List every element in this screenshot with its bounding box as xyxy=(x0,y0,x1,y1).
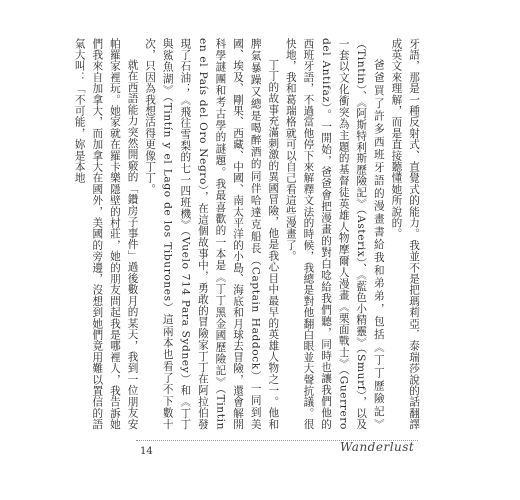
paragraph-4: 就在西語能力突然開竅的「鑽房子事件」過後數月的某天，我到一位朋友安帕羅家裡玩。她家就在羅卡樂隱壁的村莊，她的朋友問起我是哪裡人，我告訴她們我來自加拿大，而加拿大在國外，美國的旁邊，沒想到她們竟用難以置信的語氣大叫：「不可能，妳是本地 xyxy=(73,38,139,430)
paragraph-1: 牙語，那是一種反射式、直覺式的能力。我並不是把瑪莉亞．泰瑞莎說的話翻譯成英文來理解，而是直接聽懂她所說的。 xyxy=(390,38,420,430)
paragraph-3: 丁丁的故事充滿刺激的異國冒險，他是我心目中最早的英雄人物之一。他和脾氣暴躁又總是喝醉酒的同伴哈達克船長（Captain Haddock）一同到美國、埃及、剛果、西藏、中國、南太平洋的小島、海底和月球去冒險，還會解開科學謎團和考古學的謎題。我最喜歡的一本是《丁丁黑金國歷險記》（Tintin en el País del Oro Negro），在這個故事中，勇敢的冒險家丁丁在阿拉伯發現了石油；《飛往雪梨的七一四班機》（Vuelo 714 Para Sydney）和《丁丁與鯊魚湖》（Tintín y el Lago de los Tiburones）這兩本也看了不下數十次，只因為我想活得更像丁丁。 xyxy=(144,38,280,430)
book-title-signature: Wanderlust xyxy=(340,440,415,454)
page-number: 14 xyxy=(140,446,153,457)
paragraph-2: 爸爸買了許多西班牙語的漫畫書給我和弟弟，包括《丁丁歷險記》（Tintin）、《阿斯特利斯歷險記》（Asterix）、《藍色小精靈》（Smurf），以及一套以文化衝突為主題的基督徒英雄人物摩爾人漫畫《栗面戰士》（Guerrero del Antifaz）。一開始，爸爸會把漫畫的對白唸給我們聽，同時也讓我們他的西班牙語，不過當他停下來解釋文法的時候，我總是對他翻白眼並大聲抗議。很快地，我和葛瑞格就可以自己看這些漫畫了。 xyxy=(284,38,385,430)
body-text xyxy=(73,38,422,430)
